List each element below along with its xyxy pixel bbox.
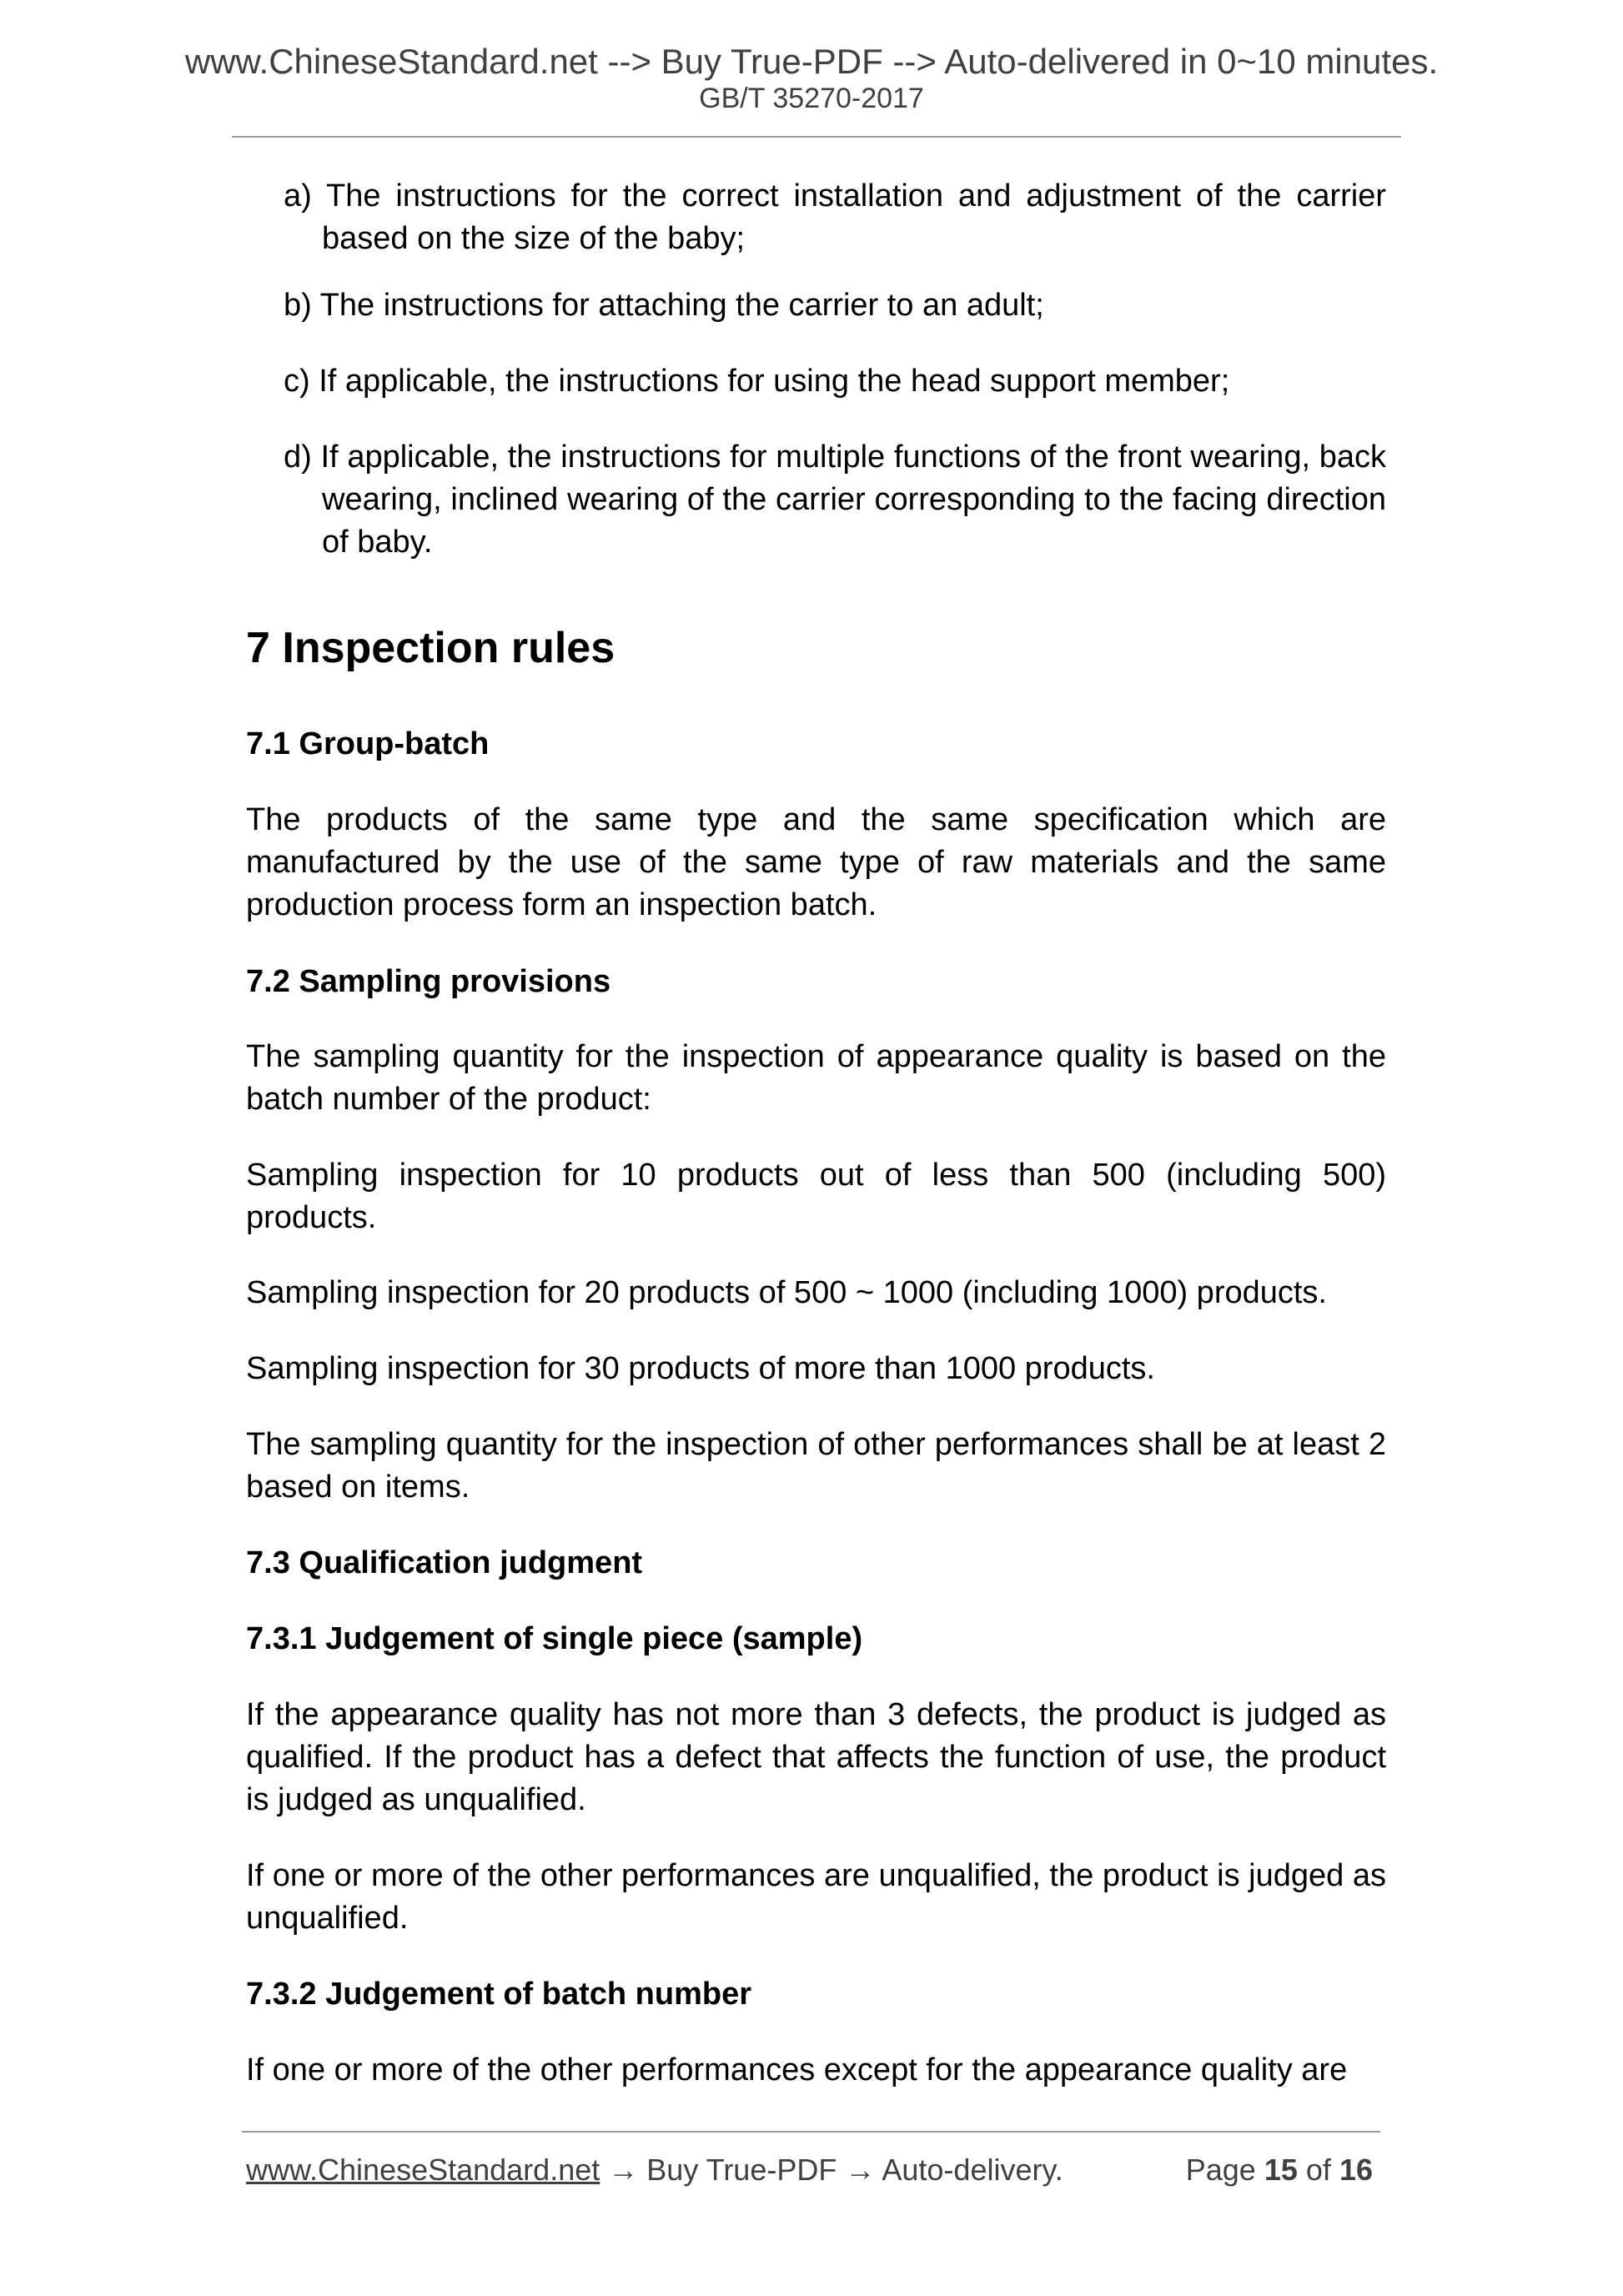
arrow-right-icon: → (608, 2153, 639, 2187)
section-7-3-heading: 7.3 Qualification judgment (246, 1545, 643, 1580)
page-number: 15 (1264, 2153, 1298, 2187)
section-7-3-1-heading: 7.3.1 Judgement of single piece (sample) (246, 1621, 863, 1656)
section-7-1-text: The products of the same type and the same specification which are manufactured by the use of the same type of raw materials and the same production process form an inspection batch. (246, 802, 1386, 922)
section-7-heading: 7 Inspection rules (246, 624, 616, 672)
site-banner[interactable]: www.ChineseStandard.net --> Buy True-PDF --> Auto-delivered in 0~10 minutes. (184, 42, 1439, 81)
page-indicator (1186, 2152, 1373, 2188)
list-item-c: c) If applicable, the instructions for using the head support member; (284, 364, 1230, 399)
footer-divider (242, 2131, 1380, 2133)
of-label: of (1305, 2153, 1331, 2187)
list-item-b: b) The instructions for attaching the carrier to an adult; (284, 288, 1044, 323)
section-7-2-para-5: The sampling quantity for the inspection of other performances shall be at least 2 based on items. (246, 1427, 1386, 1505)
section-7-2-para-3: Sampling inspection for 20 products of 500 ~ 1000 (including 1000) products. (246, 1275, 1327, 1310)
list-item-a: a) The instructions for the correct installation and adjustment of the carrier based on the size of the baby; (284, 178, 1386, 256)
section-7-3-2-heading: 7.3.2 Judgement of batch number (246, 1977, 751, 2012)
list-item-d: d) If applicable, the instructions for multiple functions of the front wearing, back wearing, inclined wearing of the carrier corresponding to the facing direction of baby. (284, 440, 1386, 560)
section-7-1-heading: 7.1 Group-batch (246, 726, 490, 761)
section-7-3-1-para-2: If one or more of the other performances are unqualified, the product is judged as unqualified. (246, 1858, 1386, 1936)
arrow-right-icon: → (845, 2153, 876, 2187)
section-7-2-heading: 7.2 Sampling provisions (246, 964, 611, 999)
header-divider (232, 136, 1401, 138)
total-pages: 16 (1339, 2153, 1373, 2187)
footer-buy-text: Buy True-PDF (646, 2153, 837, 2187)
section-7-3-2-para-1: If one or more of the other performances except for the appearance quality are (246, 2052, 1348, 2088)
footer-delivery-text: Auto-delivery. (882, 2153, 1063, 2187)
section-7-2-para-2: Sampling inspection for 10 products out of less than 500 (including 500) products. (246, 1158, 1386, 1235)
section-7-2-para-1: The sampling quantity for the inspection of appearance quality is based on the batch number of the product: (246, 1039, 1386, 1117)
footer-site-link[interactable]: www.ChineseStandard.net (246, 2153, 600, 2187)
page-label: Page (1185, 2153, 1256, 2187)
footer-links (246, 2152, 1063, 2188)
section-7-3-1-para-1: If the appearance quality has not more than 3 defects, the product is judged as qualified. If the product has a defect that affects the function of use, the product is judged as unqualified. (246, 1697, 1386, 1817)
document-id: GB/T 35270-2017 (699, 83, 924, 114)
section-7-2-para-4: Sampling inspection for 30 products of more than 1000 products. (246, 1351, 1155, 1386)
